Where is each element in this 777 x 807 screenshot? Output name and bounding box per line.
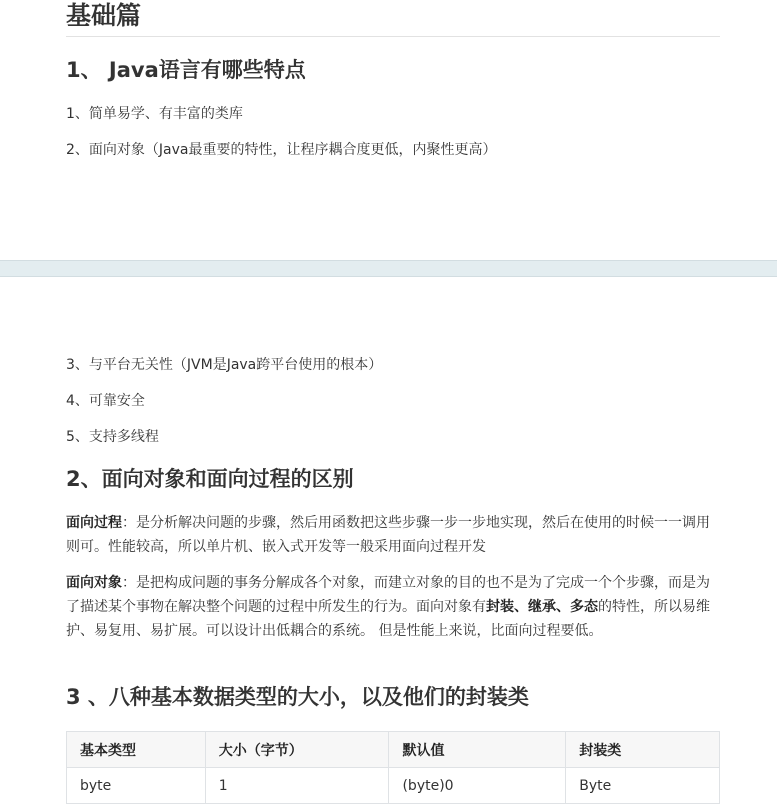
oop-text-a: ：是把构成问题的事务分解成各个对象，而建立对象的目的也不是为了完成一个个步骤，而是为了描述某个事物在解决整个问题的过程中所发生的行为。面向对象有	[66, 575, 710, 615]
q1-item-3: 3、与平台无关性（JVM是Java跨平台使用的根本）	[66, 357, 383, 373]
q1-heading: 1、 Java语言有哪些特点	[66, 58, 306, 82]
header-wrapper: 封装类	[566, 732, 720, 768]
header-default: 默认值	[389, 732, 566, 768]
section-title: 基础篇	[66, 0, 720, 37]
table-header-row	[67, 732, 720, 768]
data-types-table	[66, 731, 720, 804]
oop-term: 面向对象	[66, 575, 122, 591]
cell-size: 1	[205, 768, 389, 804]
document-page-2	[0, 277, 777, 807]
procedural-term: 面向过程	[66, 515, 122, 531]
procedural-paragraph	[66, 511, 716, 559]
page-divider	[0, 260, 777, 277]
q2-heading: 2、面向对象和面向过程的区别	[66, 467, 354, 491]
procedural-text: ：是分析解决问题的步骤，然后用函数把这些步骤一步一步地实现，然后在使用的时候一一调用则可。性能较高，所以单片机、嵌入式开发等一般采用面向过程开发	[66, 515, 710, 555]
table-row	[67, 768, 720, 804]
cell-default: (byte)0	[389, 768, 566, 804]
q1-item-2: 2、面向对象（Java最重要的特性，让程序耦合度更低，内聚性更高）	[66, 142, 497, 158]
cell-wrapper: Byte	[566, 768, 720, 804]
oop-paragraph	[66, 571, 716, 643]
q3-heading: 3 、八种基本数据类型的大小，以及他们的封装类	[66, 685, 529, 709]
header-type: 基本类型	[67, 732, 206, 768]
document-page-1	[0, 0, 777, 260]
oop-text-b: 的特性，所以易维护、易复用、易扩展。可以设计出低耦合的系统。 但是性能上来说，比面向过程要低。	[66, 599, 710, 639]
q1-item-4: 4、可靠安全	[66, 393, 145, 409]
q1-item-1: 1、简单易学、有丰富的类库	[66, 106, 243, 122]
q1-item-5: 5、支持多线程	[66, 429, 159, 445]
oop-features: 封装、继承、多态	[486, 599, 598, 615]
cell-type: byte	[67, 768, 206, 804]
header-size: 大小（字节）	[205, 732, 389, 768]
